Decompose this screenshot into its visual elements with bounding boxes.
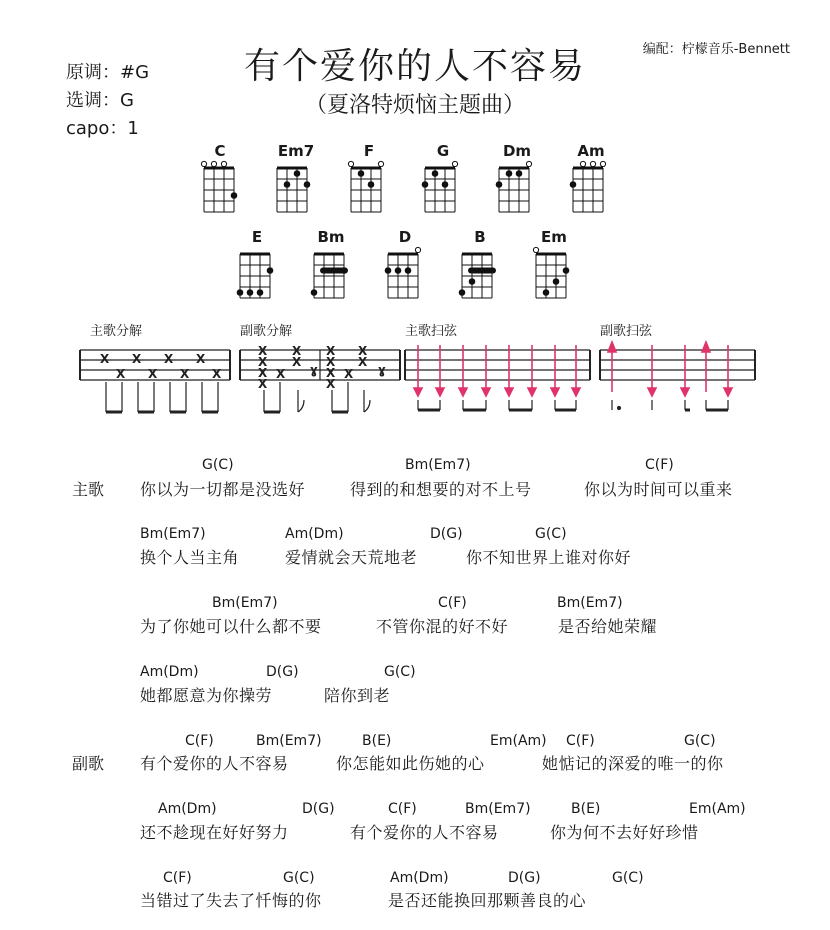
svg-text:X: X (258, 377, 268, 391)
chord-name: F (363, 142, 375, 160)
lyric-phrase: 得到的和想要的对不上号 (350, 480, 532, 499)
svg-text:ɣ: ɣ (310, 363, 318, 377)
lyric-phrase: 还不趁现在好好努力 (140, 823, 289, 842)
chord-finger-dot (506, 170, 513, 177)
chord-finger-dot (516, 170, 523, 177)
lyric-chord: Bm(Em7) (557, 595, 623, 611)
chord-finger-dot (442, 181, 449, 188)
rhythm-patterns (0, 330, 830, 430)
chord-finger-dot (341, 267, 348, 274)
chord-finger-dot (543, 289, 550, 296)
chord-name: Em7 (277, 142, 315, 160)
chord-finger-dot (422, 181, 429, 188)
chord-open-string (348, 161, 353, 166)
chord-name: Am (577, 142, 605, 160)
chord-finger-dot (432, 170, 439, 177)
chord-finger-dot (385, 267, 392, 274)
section-label-verse: 主歌 (72, 480, 105, 499)
chord-finger-dot (257, 289, 264, 296)
lyric-phrase: 爱情就会天荒地老 (285, 548, 418, 567)
selected-key: 选调：G (66, 90, 134, 111)
chord-finger-dot (304, 181, 311, 188)
chord-open-string (378, 161, 383, 166)
chord-finger-dot (496, 181, 503, 188)
chord-open-string (533, 247, 538, 252)
lyric-chord: G(C) (684, 733, 716, 749)
svg-text:X: X (258, 355, 268, 369)
chord-finger-dot (294, 170, 301, 177)
lyric-phrase: 是否给她荣耀 (558, 617, 658, 636)
svg-text:X: X (132, 352, 142, 366)
lyric-chord: D(G) (302, 801, 335, 817)
lyric-chord: D(G) (508, 870, 541, 886)
pattern-label: 副歌扫弦 (600, 324, 653, 339)
chord-name: B (474, 228, 486, 246)
lyric-chord: Bm(Em7) (212, 595, 278, 611)
chord-open-string (201, 161, 206, 166)
chord-open-string (221, 161, 226, 166)
lyric-chord: G(C) (202, 457, 234, 473)
svg-text:X: X (116, 367, 126, 381)
chord-finger-dot (267, 267, 274, 274)
chord-finger-dot (570, 181, 577, 188)
capo: capo：1 (66, 118, 139, 139)
lyric-chord: D(G) (266, 664, 299, 680)
lyric-phrase: 有个爱你的人不容易 (140, 754, 289, 773)
chord-grid (201, 161, 237, 212)
lyric-phrase: 你以为时间可以重来 (584, 480, 733, 499)
svg-text:X: X (358, 344, 368, 358)
svg-text:ɣ: ɣ (378, 363, 386, 377)
svg-text:X: X (212, 367, 222, 381)
arranger-credit: 编配：柠檬音乐-Bennett (642, 42, 790, 57)
svg-text:X: X (292, 355, 302, 369)
lyric-phrase: 有个爱你的人不容易 (350, 823, 499, 842)
chord-open-string (452, 161, 457, 166)
svg-text:X: X (344, 367, 354, 381)
svg-text:X: X (164, 352, 174, 366)
lyric-chord: B(E) (362, 733, 392, 749)
lyric-phrase: 你为何不去好好珍惜 (550, 823, 699, 842)
chord-grid (311, 254, 348, 298)
chord-name: Em (541, 228, 567, 246)
lyric-phrase: 当错过了失去了忏悔的你 (140, 891, 322, 910)
lyric-chord: G(C) (535, 526, 567, 542)
svg-text:X: X (258, 344, 268, 358)
lyric-chord: C(F) (163, 870, 192, 886)
lyric-chord: Bm(Em7) (465, 801, 531, 817)
chord-open-string (211, 161, 216, 166)
lyric-phrase: 你不知世界上谁对你好 (466, 548, 632, 567)
chord-grid (422, 161, 458, 212)
svg-text:X: X (292, 344, 302, 358)
lyric-chord: Am(Dm) (390, 870, 449, 886)
chord-name: Dm (502, 142, 532, 160)
svg-text:X: X (276, 367, 286, 381)
lyric-chord: C(F) (185, 733, 214, 749)
chord-finger-dot (405, 267, 412, 274)
chord-name: D (398, 228, 412, 246)
svg-text:X: X (326, 377, 336, 391)
chord-grid (277, 168, 310, 212)
svg-text:X: X (326, 344, 336, 358)
lyric-chord: Em(Am) (490, 733, 547, 749)
chord-finger-dot (469, 278, 476, 285)
svg-text:X: X (100, 352, 110, 366)
lyric-chord: G(C) (283, 870, 315, 886)
chord-finger-dot (237, 289, 244, 296)
lyric-chord: C(F) (566, 733, 595, 749)
chord-grid (570, 161, 606, 212)
lyric-chord: G(C) (612, 870, 644, 886)
chord-grid (496, 161, 532, 212)
song-subtitle: （夏洛特烦恼主题曲） (304, 93, 525, 118)
lyric-chord: Am(Dm) (158, 801, 217, 817)
lyric-phrase: 为了你她可以什么都不要 (140, 617, 322, 636)
lyric-chord: C(F) (438, 595, 467, 611)
lyric-phrase: 你以为一切都是没选好 (140, 480, 306, 499)
lyric-chord: Am(Dm) (285, 526, 344, 542)
chord-open-string (415, 247, 420, 252)
svg-text:X: X (358, 355, 368, 369)
chord-open-string (580, 161, 585, 166)
chord-open-string (600, 161, 605, 166)
svg-text:X: X (148, 367, 158, 381)
chord-name: C (214, 142, 226, 160)
lyric-phrase: 不管你混的好不好 (376, 617, 509, 636)
lyric-phrase: 她惦记的深爱的唯一的你 (542, 754, 724, 773)
lyric-chord: Em(Am) (689, 801, 746, 817)
original-key: 原调：#G (66, 62, 150, 83)
pattern-label: 主歌分解 (90, 324, 143, 339)
chord-finger-dot (563, 267, 570, 274)
song-title: 有个爱你的人不容易 (243, 46, 586, 87)
chord-grid (533, 247, 569, 298)
chord-grid (237, 254, 274, 298)
lyric-chord: G(C) (384, 664, 416, 680)
svg-text:X: X (326, 366, 336, 380)
lyric-chord: Bm(Em7) (140, 526, 206, 542)
chord-open-string (590, 161, 595, 166)
lyric-chord: C(F) (645, 457, 674, 473)
lyric-chord: Bm(Em7) (256, 733, 322, 749)
chord-finger-dot (553, 278, 560, 285)
chord-diagrams (0, 0, 830, 310)
chord-finger-dot (368, 181, 375, 188)
chord-name: Bm (317, 228, 345, 246)
chord-grid (385, 247, 421, 298)
chord-finger-dot (247, 289, 254, 296)
lyric-chord: C(F) (388, 801, 417, 817)
chord-grid (348, 161, 383, 212)
svg-text:X: X (326, 355, 336, 369)
lyric-phrase: 你怎能如此伤她的心 (336, 754, 485, 773)
lyric-chord: B(E) (571, 801, 601, 817)
chord-name: E (251, 228, 263, 246)
chord-barre (468, 268, 496, 274)
lyric-phrase: 是否还能换回那颗善良的心 (388, 891, 587, 910)
chord-finger-dot (358, 170, 365, 177)
chord-open-string (526, 161, 531, 166)
chord-name: G (436, 142, 450, 160)
lyric-phrase: 换个人当主角 (140, 548, 240, 567)
lyric-chord: Am(Dm) (140, 664, 199, 680)
section-label-chorus: 副歌 (72, 754, 105, 773)
chord-finger-dot (459, 289, 466, 296)
svg-text:X: X (196, 352, 206, 366)
lyric-phrase: 陪你到老 (324, 686, 391, 705)
lyric-phrase: 她都愿意为你操劳 (140, 686, 273, 705)
svg-text:X: X (180, 367, 190, 381)
svg-text:X: X (258, 366, 268, 380)
pattern-label: 主歌扫弦 (405, 324, 458, 339)
chord-finger-dot (395, 267, 402, 274)
chord-finger-dot (311, 289, 318, 296)
chord-finger-dot (284, 181, 291, 188)
lyric-chord: D(G) (430, 526, 463, 542)
pattern-label: 副歌分解 (240, 324, 293, 339)
chord-grid (459, 254, 496, 298)
chord-finger-dot (231, 192, 238, 199)
lyric-chord: Bm(Em7) (405, 457, 471, 473)
